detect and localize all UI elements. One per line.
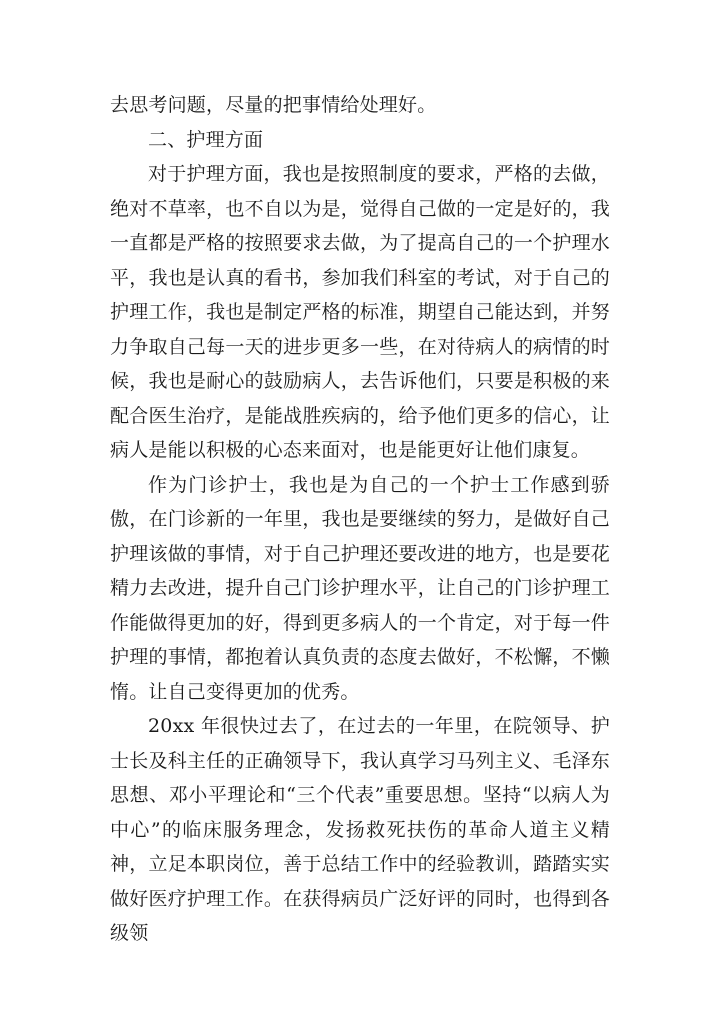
paragraph-nursing: 对于护理方面，我也是按照制度的要求，严格的去做，绝对不草率，也不自以为是，觉得自己做的一定是好的，我一直都是严格的按照要求去做，为了提高自己的一个护理水平，我也是认真的看书，参加我们科室的考试，对于自己的护理工作，我也是制定严格的标准，期望自己能达到，并努力争取自己每一天的进步更多一些，在对待病人的病情的时候，我也是耐心的鼓励病人，去告诉他们，只要是积极的来配合医生治疗，是能战胜疾病的，给予他们更多的信心，让病人是能以积极的心态来面对，也是能更好让他们康复。 [110, 163, 610, 461]
continuation-paragraph: 去思考问题，尽量的把事情给处理好。 [110, 94, 437, 116]
paragraph-year-review: 20xx 年很快过去了，在过去的一年里，在院领导、护士长及科主任的正确领导下，我认真学习马列主义、毛泽东思想、邓小平理论和“三个代表”重要思想。坚持“以病人为中心”的临床服务理念，发扬救死扶伤的革命人道主义精神，立足本职岗位，善于总结工作中的经验教训，踏踏实实做好医疗护理工作。在获得病员广泛好评的同时，也得到各级领 [110, 715, 610, 944]
document-body [110, 88, 610, 951]
section-heading: 二、护理方面 [148, 128, 264, 151]
paragraph-outpatient: 作为门诊护士，我也是为自己的一个护士工作感到骄傲，在门诊新的一年里，我也是要继续的努力，是做好自己护理该做的事情，对于自己护理还要改进的地方，也是要花精力去改进，提升自己门诊护理水平，让自己的门诊护理工作能做得更加的好，得到更多病人的一个肯定，对于每一件护理的事情，都抱着认真负责的态度去做好，不松懈，不懒惰。让自己变得更加的优秀。 [110, 473, 610, 703]
